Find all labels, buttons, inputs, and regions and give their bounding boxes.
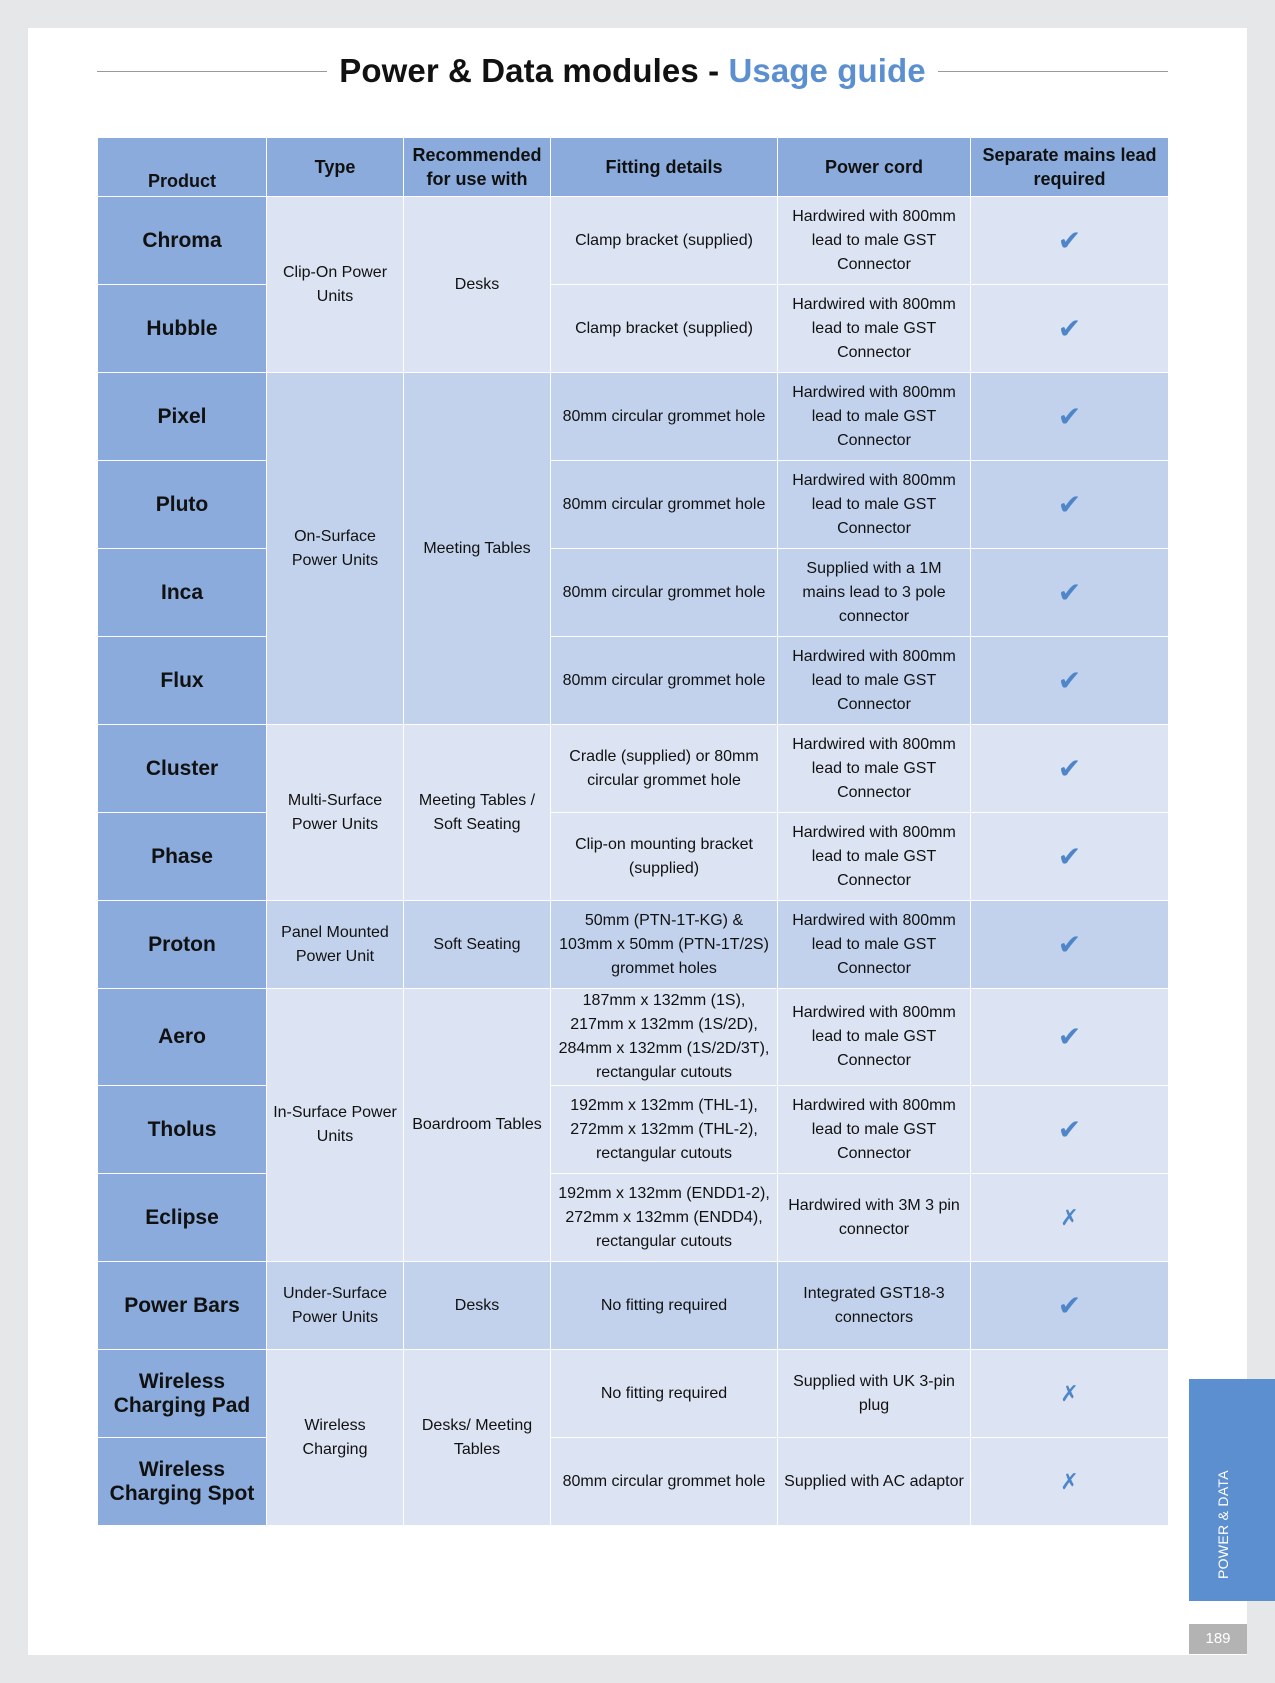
product-name: Aero: [98, 989, 267, 1086]
fitting-cell: 80mm circular grommet hole: [551, 549, 778, 637]
power-cord-cell: Hardwired with 800mm lead to male GST Connector: [778, 1086, 971, 1174]
table-row: [98, 1174, 1169, 1262]
fitting-cell: 80mm circular grommet hole: [551, 461, 778, 549]
check-icon: ✔: [971, 197, 1169, 285]
header-power-cord: Power cord: [778, 138, 971, 197]
page-title-main: Power & Data modules -: [339, 52, 729, 89]
usage-guide-table: [97, 137, 1169, 1526]
recommended-cell: Meeting Tables / Soft Seating: [404, 725, 551, 901]
fitting-cell: 192mm x 132mm (ENDD1-2), 272mm x 132mm (ENDD4), rectangular cutouts: [551, 1174, 778, 1262]
fitting-cell: 50mm (PTN-1T-KG) & 103mm x 50mm (PTN-1T/2S) grommet holes: [551, 901, 778, 989]
table-row: [98, 1438, 1169, 1526]
check-icon: ✔: [971, 901, 1169, 989]
title-rule-right: [938, 71, 1168, 72]
check-icon: ✔: [971, 1086, 1169, 1174]
check-icon: ✔: [971, 1262, 1169, 1350]
recommended-cell: Meeting Tables: [404, 373, 551, 725]
product-name: Pluto: [98, 461, 267, 549]
type-cell: Panel Mounted Power Unit: [267, 901, 404, 989]
table-row: [98, 989, 1169, 1086]
check-icon: ✔: [971, 989, 1169, 1086]
table-row: [98, 285, 1169, 373]
table-row: [98, 637, 1169, 725]
cross-icon: ✗: [971, 1438, 1169, 1526]
recommended-cell: Soft Seating: [404, 901, 551, 989]
check-icon: ✔: [971, 637, 1169, 725]
title-rule-left: [97, 71, 327, 72]
page-number: 189: [1189, 1624, 1247, 1654]
power-cord-cell: Hardwired with 800mm lead to male GST Connector: [778, 285, 971, 373]
product-name: Power Bars: [98, 1262, 267, 1350]
power-cord-cell: Supplied with UK 3-pin plug: [778, 1350, 971, 1438]
table-row: [98, 725, 1169, 813]
recommended-cell: Desks/ Meeting Tables: [404, 1350, 551, 1526]
power-cord-cell: Supplied with a 1M mains lead to 3 pole connector: [778, 549, 971, 637]
power-cord-cell: Hardwired with 800mm lead to male GST Connector: [778, 637, 971, 725]
check-icon: ✔: [971, 285, 1169, 373]
fitting-cell: 80mm circular grommet hole: [551, 637, 778, 725]
product-name: Phase: [98, 813, 267, 901]
power-cord-cell: Hardwired with 800mm lead to male GST Connector: [778, 461, 971, 549]
type-cell: Clip-On Power Units: [267, 197, 404, 373]
table-row: [98, 373, 1169, 461]
type-cell: Under-Surface Power Units: [267, 1262, 404, 1350]
recommended-cell: Desks: [404, 1262, 551, 1350]
recommended-cell: Desks: [404, 197, 551, 373]
product-name: Wireless Charging Pad: [98, 1350, 267, 1438]
power-cord-cell: Supplied with AC adaptor: [778, 1438, 971, 1526]
fitting-cell: 80mm circular grommet hole: [551, 1438, 778, 1526]
header-fitting: Fitting details: [551, 138, 778, 197]
header-recommended: Recommended for use with: [404, 138, 551, 197]
page-title-accent: Usage guide: [728, 52, 926, 89]
product-name: Proton: [98, 901, 267, 989]
fitting-cell: Clip-on mounting bracket (supplied): [551, 813, 778, 901]
table-row: [98, 549, 1169, 637]
type-cell: Multi-Surface Power Units: [267, 725, 404, 901]
header-type: Type: [267, 138, 404, 197]
power-cord-cell: Integrated GST18-3 connectors: [778, 1262, 971, 1350]
product-name: Eclipse: [98, 1174, 267, 1262]
product-name: Cluster: [98, 725, 267, 813]
cross-icon: ✗: [971, 1350, 1169, 1438]
table-row: [98, 1086, 1169, 1174]
check-icon: ✔: [971, 813, 1169, 901]
fitting-cell: 80mm circular grommet hole: [551, 373, 778, 461]
type-cell: Wireless Charging: [267, 1350, 404, 1526]
product-name: Flux: [98, 637, 267, 725]
table-row: [98, 813, 1169, 901]
check-icon: ✔: [971, 549, 1169, 637]
power-cord-cell: Hardwired with 800mm lead to male GST Connector: [778, 725, 971, 813]
table-row: [98, 1350, 1169, 1438]
fitting-cell: Clamp bracket (supplied): [551, 285, 778, 373]
product-name: Chroma: [98, 197, 267, 285]
product-name: Hubble: [98, 285, 267, 373]
fitting-cell: No fitting required: [551, 1350, 778, 1438]
page-header: [97, 44, 1168, 98]
power-cord-cell: Hardwired with 3M 3 pin connector: [778, 1174, 971, 1262]
type-cell: On-Surface Power Units: [267, 373, 404, 725]
fitting-cell: Clamp bracket (supplied): [551, 197, 778, 285]
section-tab: [1189, 1379, 1275, 1601]
table-row: [98, 197, 1169, 285]
cross-icon: ✗: [971, 1174, 1169, 1262]
product-name: Wireless Charging Spot: [98, 1438, 267, 1526]
recommended-cell: Boardroom Tables: [404, 989, 551, 1262]
table-row: [98, 901, 1169, 989]
header-product: Product: [98, 138, 267, 197]
check-icon: ✔: [971, 725, 1169, 813]
power-cord-cell: Hardwired with 800mm lead to male GST Connector: [778, 373, 971, 461]
check-icon: ✔: [971, 461, 1169, 549]
header-separate-mains: Separate mains lead required: [971, 138, 1169, 197]
table-row: [98, 461, 1169, 549]
product-name: Inca: [98, 549, 267, 637]
fitting-cell: No fitting required: [551, 1262, 778, 1350]
type-cell: In-Surface Power Units: [267, 989, 404, 1262]
table-row: [98, 1262, 1169, 1350]
power-cord-cell: Hardwired with 800mm lead to male GST Connector: [778, 197, 971, 285]
product-name: Tholus: [98, 1086, 267, 1174]
check-icon: ✔: [971, 373, 1169, 461]
section-tab-label: POWER & DATA: [1215, 1470, 1231, 1579]
fitting-cell: Cradle (supplied) or 80mm circular grommet hole: [551, 725, 778, 813]
page-title: [327, 52, 938, 90]
product-name: Pixel: [98, 373, 267, 461]
fitting-cell: 192mm x 132mm (THL-1), 272mm x 132mm (THL-2), rectangular cutouts: [551, 1086, 778, 1174]
fitting-cell: 187mm x 132mm (1S), 217mm x 132mm (1S/2D), 284mm x 132mm (1S/2D/3T), rectangular cutouts: [551, 989, 778, 1086]
power-cord-cell: Hardwired with 800mm lead to male GST Connector: [778, 989, 971, 1086]
power-cord-cell: Hardwired with 800mm lead to male GST Connector: [778, 813, 971, 901]
power-cord-cell: Hardwired with 800mm lead to male GST Connector: [778, 901, 971, 989]
